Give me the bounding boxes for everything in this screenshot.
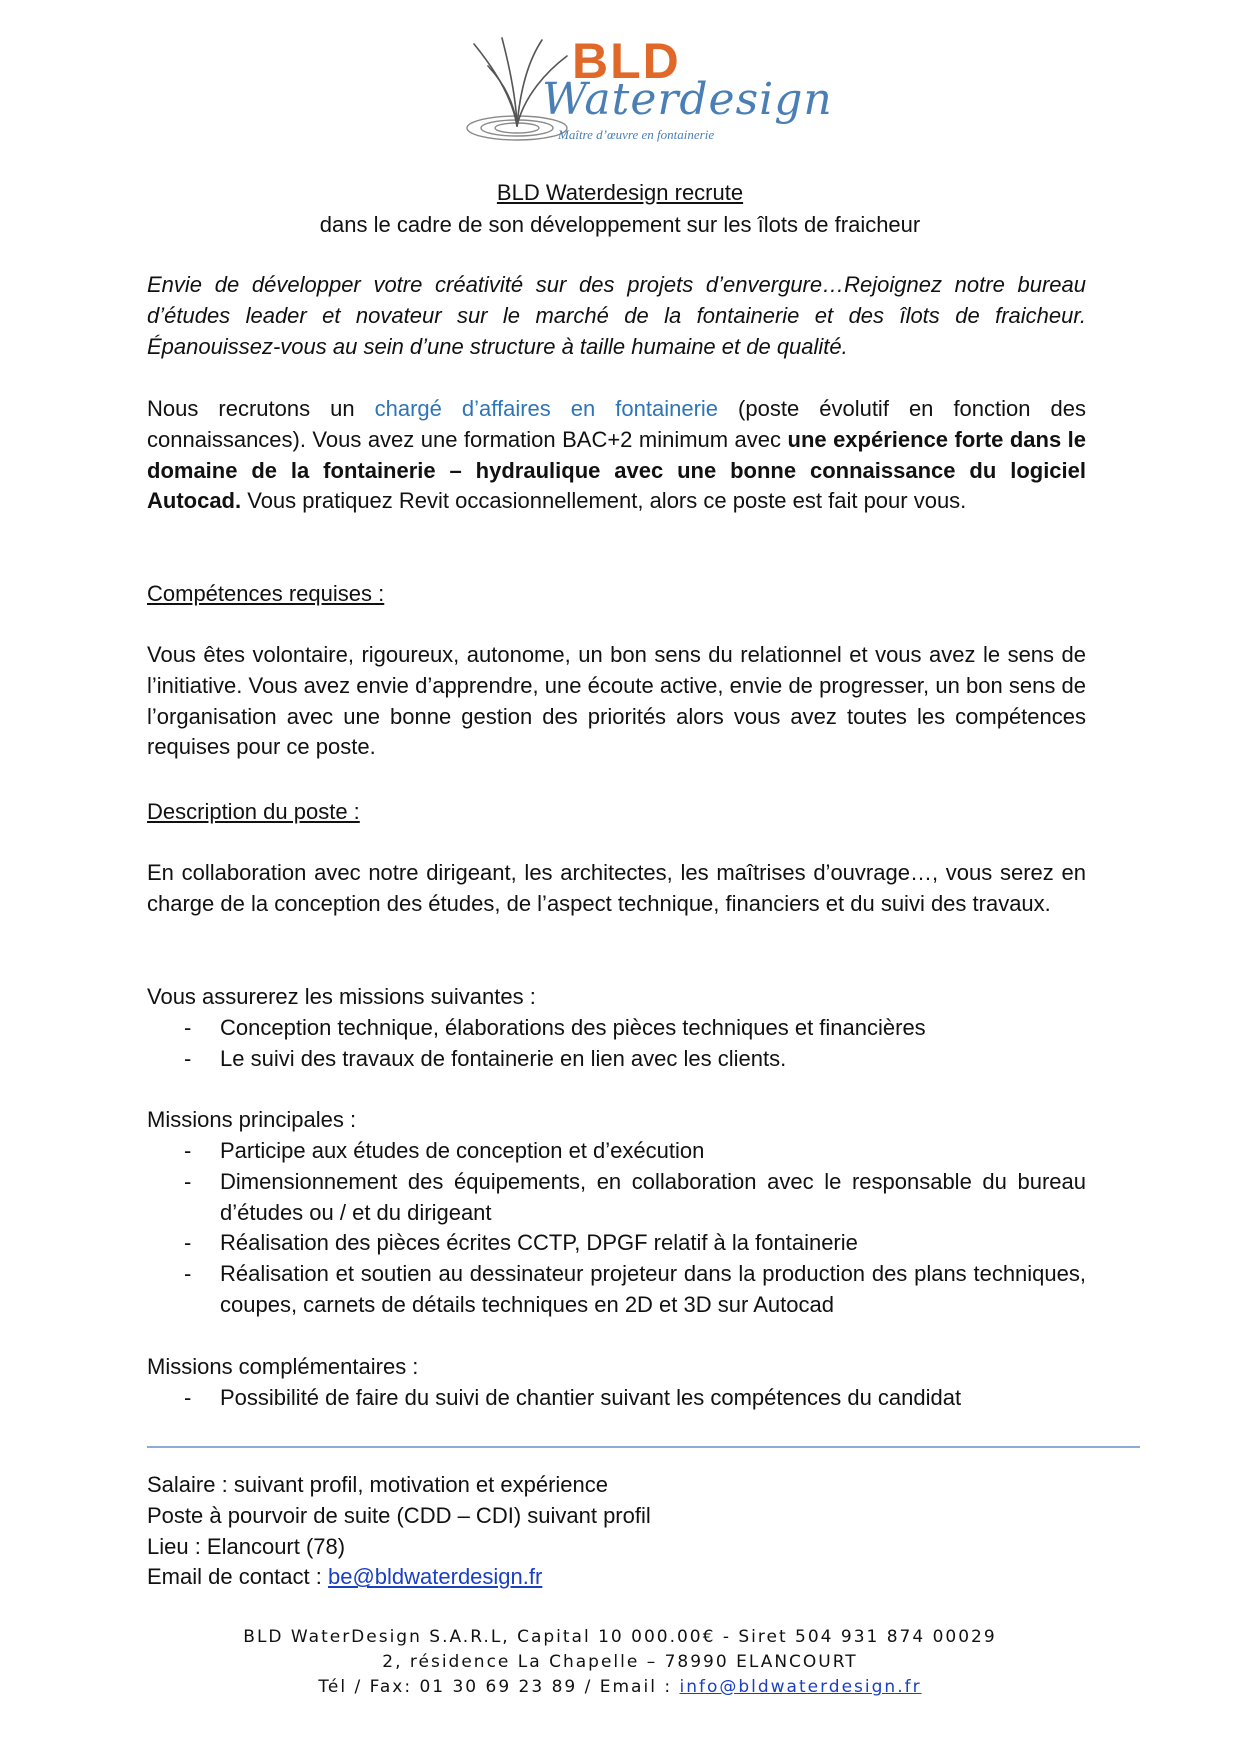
competences-paragraph: Vous êtes volontaire, rigoureux, autonome, un bon sens du relationnel et vous avez le sens de l’initiative. Vous avez envie d’apprendre, une écoute active, envie de progresser, un bon sens de l’organisation avec une bonne gestion des priorités alors vous avez toutes les compétences requises pour ce poste. — [147, 642, 1086, 760]
dash-bullet: - — [184, 1168, 192, 1194]
missions-suivantes-heading: Vous assurerez les missions suivantes : — [147, 984, 536, 1009]
logo-tagline: Maître d’œuvre en fontainerie — [558, 127, 715, 142]
intro-paragraph: Envie de développer votre créativité sur des projets d’envergure…Rejoignez notre bureau d’études leader et novateur sur le marché de la fontainerie et des îlots de fraicheur. Épanouissez-vous au sein d’une structure à taille humaine et de qualité. — [147, 272, 1086, 359]
missions-complementaires-heading: Missions complémentaires : — [147, 1354, 419, 1379]
recruit-paragraph — [147, 394, 1086, 517]
list-item — [147, 1228, 1086, 1259]
list-item — [147, 1167, 1086, 1229]
recruit-requirement: une expérience forte dans le domaine de la fontainerie – hydraulique avec une bonne connaissance du logiciel Autocad. — [147, 426, 1087, 514]
contact-email-link[interactable]: be@bldwaterdesign.fr — [327, 1564, 543, 1590]
dash-bullet: - — [184, 1138, 192, 1163]
company-logo — [462, 33, 833, 148]
dash-bullet: - — [184, 1385, 192, 1410]
list-item-text: Dimensionnement des équipements, en collaboration avec le responsable du bureau d’études ou / et du dirigeant — [220, 1168, 1086, 1225]
list-item — [147, 1383, 1086, 1414]
description-heading-text: Description du poste : — [147, 799, 360, 824]
list-item — [147, 1259, 1086, 1321]
recruit-text-part1: Nous recrutons un — [147, 396, 375, 421]
list-item-text: Possibilité de faire du suivi de chantier suivant les compétences du candidat — [220, 1385, 962, 1410]
footer-company-line: BLD WaterDesign S.A.R.L, Capital 10 000.00€ - Siret 504 931 874 00029 — [243, 1627, 997, 1647]
list-item-text: Réalisation des pièces écrites CCTP, DPGF relatif à la fontainerie — [220, 1230, 858, 1256]
description-paragraph: En collaboration avec notre dirigeant, les architectes, les maîtrises d’ouvrage…, vous serez en charge de la conception des études, de l’aspect technique, financiers et du suivi des travaux. — [147, 860, 1086, 916]
list-item-text: Réalisation et soutien au dessinateur projeteur dans la production des plans techniques, coupes, carnets de détails techniques en 2D et 3D sur Autocad — [220, 1261, 1086, 1317]
competences-heading — [147, 579, 1086, 610]
missions-principales-list — [147, 1136, 1086, 1321]
contact-line — [147, 1562, 1086, 1593]
list-item-text: Conception technique, élaborations des pièces techniques et financières — [220, 1015, 926, 1040]
footer-address-line: 2, résidence La Chapelle – 78990 ELANCOURT — [382, 1652, 858, 1672]
description-heading — [147, 797, 1086, 828]
competences-heading-text: Compétences requises : — [147, 581, 385, 606]
section-divider — [147, 1446, 1140, 1448]
location-line: Lieu : Elancourt (78) — [147, 1533, 346, 1559]
recruit-text-part3: Vous pratiquez Revit occasionnellement, alors ce poste est fait pour vous. — [241, 488, 967, 514]
dash-bullet: - — [184, 1045, 192, 1071]
recruit-text-part2: (poste évolutif en fonction des connaissances). Vous avez une formation BAC+2 minimum avec — [147, 396, 1086, 452]
page-subtitle: dans le cadre de son développement sur les îlots de fraicheur — [319, 212, 921, 237]
list-item-text: Le suivi des travaux de fontainerie en lien avec les clients. — [220, 1045, 787, 1071]
list-item — [147, 1136, 1086, 1167]
list-item — [147, 1044, 1086, 1075]
missions-suivantes-list — [147, 1013, 1086, 1075]
dash-bullet: - — [184, 1261, 192, 1287]
list-item — [147, 1013, 1086, 1044]
missions-complementaires-list — [147, 1383, 1086, 1414]
contact-label: Email de contact : — [147, 1564, 328, 1590]
missions-principales-heading: Missions principales : — [147, 1107, 357, 1132]
footer-email-link[interactable]: info@bldwaterdesign.fr — [679, 1677, 922, 1697]
footer-phone-text: Tél / Fax: 01 30 69 23 89 / Email : — [318, 1677, 680, 1697]
dash-bullet: - — [184, 1230, 192, 1256]
job-title: chargé d’affaires en fontainerie — [374, 396, 719, 421]
salary-line: Salaire : suivant profil, motivation et expérience — [147, 1472, 609, 1497]
position-line: Poste à pourvoir de suite (CDD – CDI) suivant profil — [147, 1502, 651, 1528]
job-info — [147, 1470, 1086, 1593]
page-title: BLD Waterdesign recrute — [496, 180, 744, 205]
list-item-text: Participe aux études de conception et d’exécution — [220, 1138, 705, 1163]
dash-bullet: - — [184, 1015, 192, 1040]
logo-brand-text: BLD — [572, 33, 681, 89]
logo-name-text: Waterdesign — [542, 74, 833, 125]
footer-contact-line — [0, 1675, 1240, 1700]
